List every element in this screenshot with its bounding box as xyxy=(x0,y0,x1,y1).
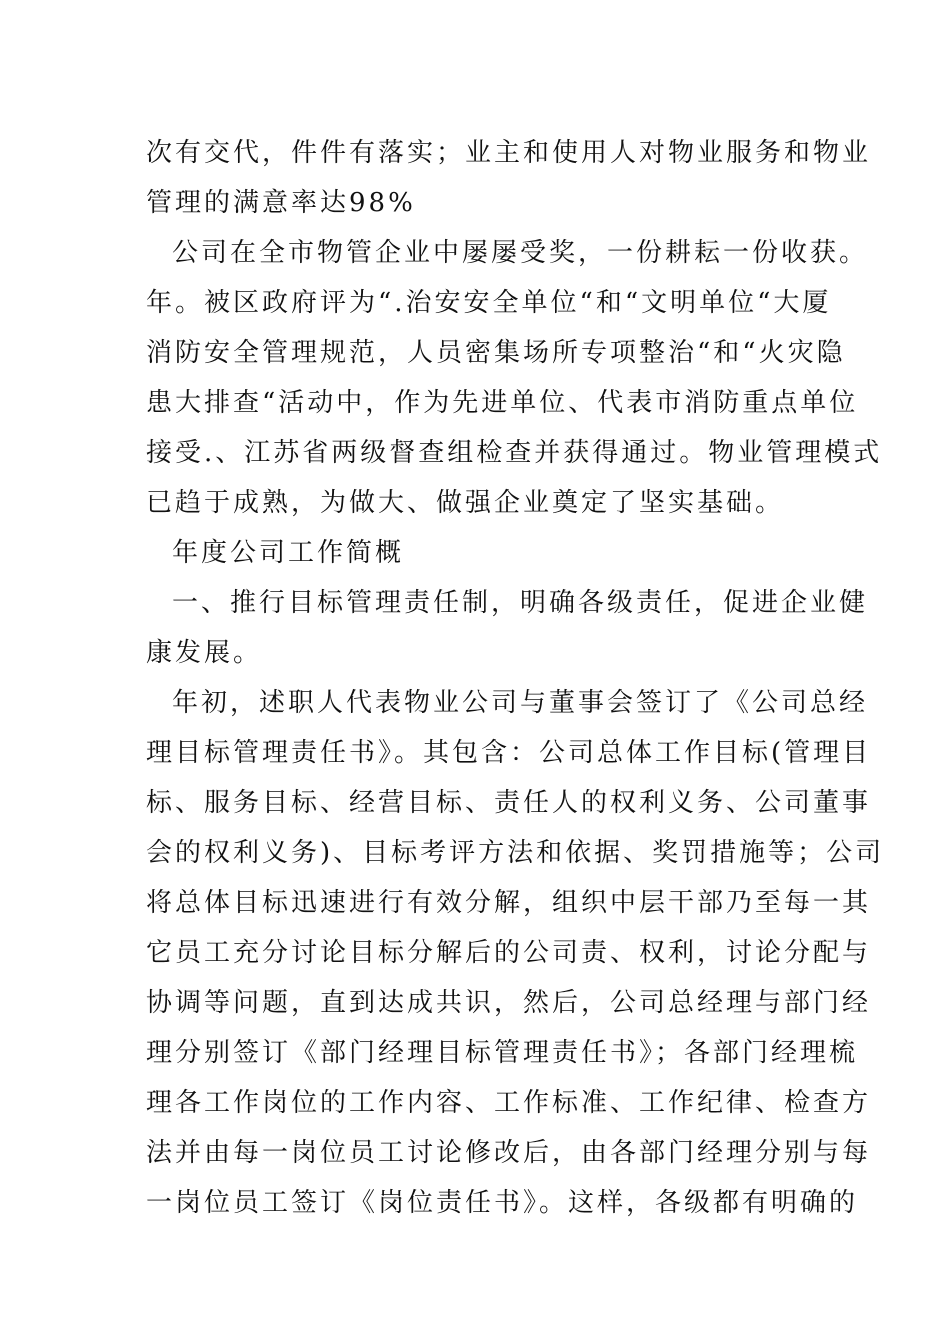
text-line-15: 会的权利义务)、目标考评方法和依据、奖罚措施等；公司 xyxy=(146,838,885,868)
text-line-13: 理目标管理责任书》。其包含：公司总体工作目标(管理目 xyxy=(146,738,872,768)
text-line-11: 康发展。 xyxy=(146,638,263,668)
text-line-16: 将总体目标迅速进行有效分解，组织中层干部乃至每一其 xyxy=(146,888,872,918)
text-line-5: 消防安全管理规范，人员密集场所专项整治“和“火灾隐 xyxy=(146,338,846,368)
text-line-17: 它员工充分讨论目标分解后的公司责、权利，讨论分配与 xyxy=(146,938,872,968)
section-heading: 年度公司工作简概 xyxy=(172,538,405,568)
text-line-19: 理分别签订《部门经理目标管理责任书》；各部门经理梳 xyxy=(146,1038,859,1068)
text-line-1: 次有交代，件件有落实；业主和使用人对物业服务和物业 xyxy=(146,138,872,168)
text-line-6: 患大排查“活动中，作为先进单位、代表市消防重点单位 xyxy=(146,388,859,418)
text-line-7: 接受.、江苏省两级督查组检查并获得通过。物业管理模式 xyxy=(146,438,883,468)
text-line-22: 一岗位员工签订《岗位责任书》。这样，各级都有明确的 xyxy=(146,1188,859,1218)
text-line-8: 已趋于成熟，为做大、做强企业奠定了坚实基础。 xyxy=(146,488,785,518)
text-line-4: 年。被区政府评为“.治安安全单位“和“文明单位“大厦 xyxy=(146,288,832,318)
text-line-18: 协调等问题，直到达成共识，然后，公司总经理与部门经 xyxy=(146,988,872,1018)
text-line-12: 年初，述职人代表物业公司与董事会签订了《公司总经 xyxy=(172,688,869,718)
text-line-20: 理各工作岗位的工作内容、工作标准、工作纪律、检查方 xyxy=(146,1088,872,1118)
text-line-2: 管理的满意率达98% xyxy=(146,188,416,218)
text-line-10: 一、推行目标管理责任制，明确各级责任，促进企业健 xyxy=(172,588,869,618)
text-line-21: 法并由每一岗位员工讨论修改后，由各部门经理分别与每 xyxy=(146,1138,872,1168)
text-line-3: 公司在全市物管企业中屡屡受奖，一份耕耘一份收获。 xyxy=(172,238,869,268)
text-line-14: 标、服务目标、经营目标、责任人的权利义务、公司董事 xyxy=(146,788,872,818)
